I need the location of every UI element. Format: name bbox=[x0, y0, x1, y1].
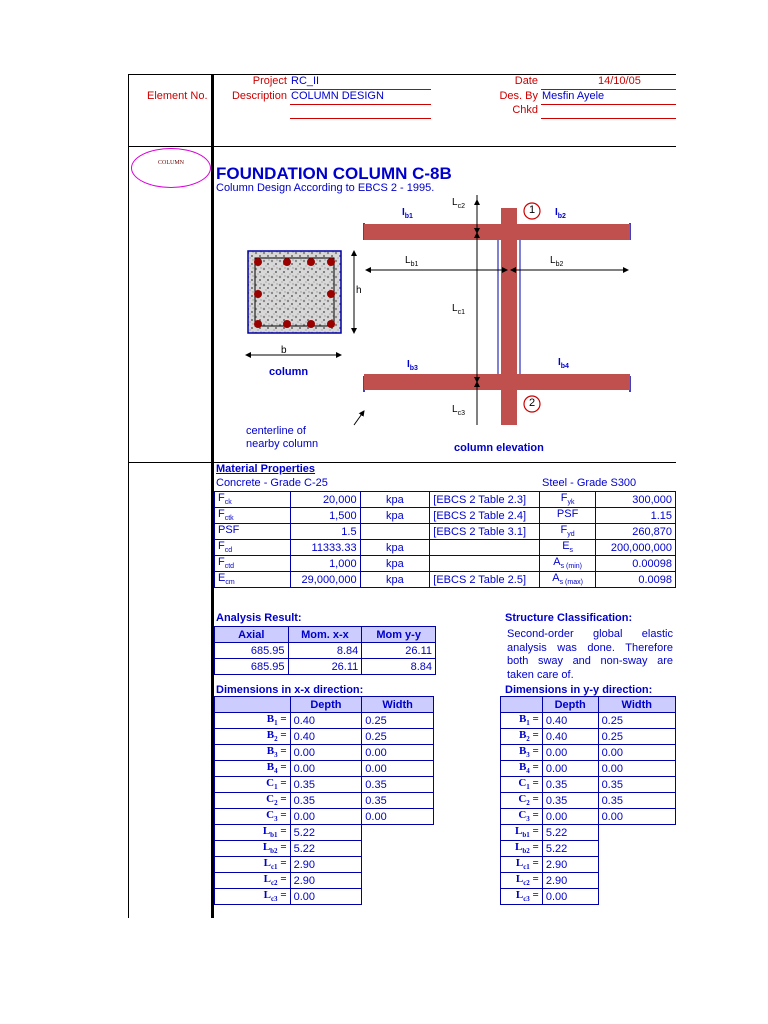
analysis-header-row bbox=[215, 627, 436, 643]
dim_y-row-symbol: B bbox=[518, 745, 527, 758]
steel-value: 200,000,000 bbox=[596, 540, 676, 556]
dim_y-depth-cell: 0.35 bbox=[542, 793, 598, 809]
dim_x-width-cell bbox=[362, 841, 434, 857]
label-ib4: $I_{b4}$ bbox=[558, 357, 569, 370]
dim_x-depth-cell: 5.22 bbox=[290, 841, 362, 857]
dim_y-row-symbol: B bbox=[518, 761, 527, 774]
dim_y-row-symbol: C bbox=[518, 809, 527, 822]
dim_x-depth-cell: 0.40 bbox=[290, 729, 362, 745]
dim_x-row-subscript: c3 bbox=[270, 895, 278, 904]
material-symbol bbox=[215, 556, 291, 572]
material-unit bbox=[360, 524, 430, 540]
dim_y-width-cell bbox=[598, 889, 675, 905]
dim_x-width-cell bbox=[362, 873, 434, 889]
steel-symbol-subscript: yd bbox=[567, 531, 575, 539]
table-row bbox=[215, 729, 434, 745]
analysis-heading: Analysis Result: bbox=[216, 612, 302, 624]
dim_x-depth-cell: 0.00 bbox=[290, 745, 362, 761]
dim_x-row-symbol: L bbox=[262, 841, 271, 854]
steel-symbol bbox=[540, 524, 596, 540]
table-row bbox=[501, 857, 676, 873]
dim_y-width-cell: 0.00 bbox=[598, 745, 675, 761]
dim_x-row-label: $B_1$ = bbox=[215, 713, 291, 729]
material-reference bbox=[430, 540, 540, 556]
dim_y-width-cell bbox=[598, 857, 675, 873]
dim_y-width-cell: 0.25 bbox=[598, 729, 675, 745]
dim_y-depth-cell: 0.00 bbox=[542, 745, 598, 761]
material-reference: [EBCS 2 Table 2.4] bbox=[430, 508, 540, 524]
dim_x-depth-cell: 0.35 bbox=[290, 777, 362, 793]
dim_x-width-cell bbox=[362, 825, 434, 841]
dim_x-row-subscript: 2 bbox=[274, 735, 278, 744]
label-ib1: $I_{b1}$ bbox=[402, 207, 413, 220]
dim_y-row-label: $L_{b1}$ = bbox=[501, 825, 543, 841]
table-row bbox=[215, 643, 436, 659]
dim_x-row-symbol: B bbox=[266, 745, 275, 758]
label-ib3: $I_{b3}$ bbox=[407, 359, 418, 372]
analysis-cell: 26.11 bbox=[362, 643, 436, 659]
table-row bbox=[501, 825, 676, 841]
steel-symbol-symbol: F bbox=[560, 524, 568, 537]
table-row bbox=[215, 572, 676, 588]
dim_x-depth-cell: 0.00 bbox=[290, 809, 362, 825]
page-subtitle: Column Design According to EBCS 2 - 1995. bbox=[216, 182, 435, 194]
dim-y-table bbox=[500, 696, 676, 905]
concrete-grade: Concrete - Grade C-25 bbox=[216, 477, 328, 489]
dim_y-width-cell: 0.35 bbox=[598, 777, 675, 793]
material-unit: kpa bbox=[360, 492, 430, 508]
dim_y-row-label: $B_1$ = bbox=[501, 713, 543, 729]
material-value: 20,000 bbox=[290, 492, 360, 508]
description-label: Description bbox=[231, 90, 287, 102]
dim_y-row-label: $C_2$ = bbox=[501, 793, 543, 809]
chkd-underline bbox=[541, 118, 676, 119]
description-underline bbox=[290, 104, 431, 105]
material-symbol-symbol: PSF bbox=[218, 524, 240, 537]
column-elevation-drawing bbox=[354, 195, 630, 425]
dim_x-row-symbol: L bbox=[263, 873, 271, 886]
dim_y-row-subscript: b1 bbox=[522, 831, 530, 840]
steel-symbol-subscript: s (max) bbox=[559, 579, 583, 587]
dim_x-row-label: $C_2$ = bbox=[215, 793, 291, 809]
table-row bbox=[215, 713, 434, 729]
project-label: Project bbox=[252, 75, 287, 87]
table-row bbox=[215, 524, 676, 540]
material-symbol-symbol: E bbox=[218, 572, 226, 585]
dim_x-row-subscript: b2 bbox=[270, 847, 278, 856]
dim_y-row-subscript: c3 bbox=[523, 895, 530, 904]
label-lc2: $L_{c2}$ bbox=[452, 197, 465, 210]
element-no-label: Element No. bbox=[147, 90, 208, 102]
dim_x-row-symbol: C bbox=[266, 793, 275, 806]
material-reference: [EBCS 2 Table 3.1] bbox=[430, 524, 540, 540]
dim_y-header-row bbox=[501, 697, 676, 713]
description-underline-2 bbox=[290, 118, 431, 119]
dim_y-row-subscript: 4 bbox=[526, 767, 530, 776]
dim_y-depth-cell: 0.40 bbox=[542, 713, 598, 729]
dim_y-row-label: $C_3$ = bbox=[501, 809, 543, 825]
dim_y-depth-cell: 0.00 bbox=[542, 761, 598, 777]
dim_x-depth-cell: 0.00 bbox=[290, 761, 362, 777]
dim_y-depth-cell: 2.90 bbox=[542, 857, 598, 873]
material-symbol-subscript: ctd bbox=[224, 563, 235, 571]
table-row bbox=[501, 841, 676, 857]
dim_y-width-cell: 0.00 bbox=[598, 809, 675, 825]
table-row bbox=[215, 793, 434, 809]
column-logo-text: COLUMN bbox=[157, 160, 184, 166]
analysis-cell: 8.84 bbox=[362, 659, 436, 675]
dim_x-row-subscript: 4 bbox=[274, 767, 278, 776]
dim_x-row-subscript: 3 bbox=[274, 815, 278, 824]
table-row bbox=[501, 729, 676, 745]
dim_y-row-symbol: C bbox=[518, 793, 527, 806]
dim_x-depth-cell: 5.22 bbox=[290, 825, 362, 841]
table-row bbox=[215, 889, 434, 905]
table-row bbox=[215, 761, 434, 777]
dim_y-row-subscript: c1 bbox=[523, 863, 530, 872]
table-row bbox=[501, 745, 676, 761]
dim_y-depth-cell: 2.90 bbox=[542, 873, 598, 889]
steel-symbol-symbol: E bbox=[562, 540, 570, 553]
dim_x-width-cell bbox=[362, 857, 434, 873]
dim_y-width-cell: 0.25 bbox=[598, 713, 675, 729]
dim_x-row-subscript: 1 bbox=[274, 783, 278, 792]
steel-symbol bbox=[540, 556, 596, 572]
steel-grade: Steel - Grade S300 bbox=[542, 477, 637, 489]
dim-y-heading: Dimensions in y-y direction: bbox=[505, 684, 653, 696]
dim_x-row-symbol: C bbox=[266, 809, 275, 822]
label-Lc1: $L_{c1}$ bbox=[452, 303, 465, 316]
dim_y-row-label: $L_{c1}$ = bbox=[501, 857, 543, 873]
label-Lc3: $L_{c3}$ bbox=[452, 404, 465, 417]
page-title: FOUNDATION COLUMN C-8B bbox=[216, 164, 452, 183]
dim_y-width-cell: 0.35 bbox=[598, 793, 675, 809]
dim_y-row-subscript: 2 bbox=[526, 799, 530, 808]
steel-value: 0.00098 bbox=[596, 556, 676, 572]
table-row bbox=[501, 809, 676, 825]
date-label: Date bbox=[514, 75, 538, 87]
dim_x-depth-cell: 0.40 bbox=[290, 713, 362, 729]
material-symbol bbox=[215, 540, 291, 556]
label-h: h bbox=[356, 285, 362, 296]
label-Lb2: $L_{b2}$ bbox=[550, 255, 564, 268]
table-row bbox=[215, 809, 434, 825]
dim_x-row-symbol: L bbox=[262, 825, 271, 838]
material-value: 1,000 bbox=[290, 556, 360, 572]
analysis-cell: 685.95 bbox=[215, 659, 289, 675]
steel-symbol bbox=[540, 540, 596, 556]
table-row bbox=[215, 777, 434, 793]
material-symbol-symbol: F bbox=[218, 508, 225, 521]
table-row bbox=[215, 492, 676, 508]
steel-symbol bbox=[540, 508, 596, 524]
dim_x-row-label: $L_{c3}$ = bbox=[215, 889, 291, 905]
dim_y-row-subscript: 2 bbox=[526, 735, 530, 744]
dim_y-row-symbol: L bbox=[515, 857, 524, 870]
material-value: 1.5 bbox=[290, 524, 360, 540]
dim_x-row-symbol: C bbox=[266, 777, 275, 790]
dim_y-row-subscript: 3 bbox=[526, 751, 530, 760]
steel-symbol-subscript: s bbox=[569, 547, 574, 555]
dim_y-row-label: $L_{b2}$ = bbox=[501, 841, 543, 857]
dim_x-row-label: $L_{b1}$ = bbox=[215, 825, 291, 841]
material-symbol bbox=[215, 508, 291, 524]
steel-symbol-symbol: PSF bbox=[556, 508, 579, 521]
dim_y-header-width: Width bbox=[598, 697, 675, 713]
table-row bbox=[215, 841, 434, 857]
material-unit: kpa bbox=[360, 508, 430, 524]
steel-value: 260,870 bbox=[596, 524, 676, 540]
steel-value: 300,000 bbox=[596, 492, 676, 508]
column-cross-section bbox=[248, 251, 341, 333]
des-by-value: Mesfin Ayele bbox=[542, 90, 605, 102]
dim_x-row-label: $L_{c2}$ = bbox=[215, 873, 291, 889]
dim_x-row-label: $B_2$ = bbox=[215, 729, 291, 745]
dim_x-header-blank bbox=[215, 697, 291, 713]
steel-symbol-symbol: F bbox=[560, 492, 568, 505]
dim_y-row-symbol: C bbox=[518, 777, 527, 790]
dim_y-row-symbol: L bbox=[515, 873, 524, 886]
dim_x-width-cell: 0.00 bbox=[362, 745, 434, 761]
dim_x-depth-cell: 0.35 bbox=[290, 793, 362, 809]
table-row bbox=[501, 873, 676, 889]
dim_y-row-label: $B_4$ = bbox=[501, 761, 543, 777]
table-row bbox=[501, 713, 676, 729]
material-symbol-symbol: F bbox=[218, 492, 225, 505]
dim_y-header-blank bbox=[501, 697, 543, 713]
material-symbol-subscript: ck bbox=[224, 499, 232, 507]
dim_y-depth-cell: 0.00 bbox=[542, 889, 598, 905]
label-centerline: centerline of nearby column bbox=[246, 425, 319, 450]
material-value: 1,500 bbox=[290, 508, 360, 524]
dim_x-width-cell: 0.35 bbox=[362, 777, 434, 793]
dim_y-width-cell bbox=[598, 841, 675, 857]
dim_x-width-cell bbox=[362, 889, 434, 905]
steel-symbol-subscript: yk bbox=[567, 499, 575, 507]
material-symbol-symbol: F bbox=[218, 540, 225, 553]
dim_y-row-symbol: B bbox=[518, 713, 527, 726]
material-unit: kpa bbox=[360, 572, 430, 588]
dim_x-row-subscript: c2 bbox=[270, 879, 278, 888]
dim_x-row-label: $L_{b2}$ = bbox=[215, 841, 291, 857]
steel-symbol-symbol: A bbox=[552, 572, 560, 585]
table-row bbox=[501, 889, 676, 905]
steel-value: 0.0098 bbox=[596, 572, 676, 588]
dim_x-row-symbol: B bbox=[266, 729, 275, 742]
dim_y-depth-cell: 5.22 bbox=[542, 841, 598, 857]
dim_y-row-label: $C_1$ = bbox=[501, 777, 543, 793]
label-column-elevation: column elevation bbox=[454, 442, 544, 454]
dim_x-header-depth: Depth bbox=[290, 697, 362, 713]
dim_x-row-label: $B_3$ = bbox=[215, 745, 291, 761]
label-ib2: $I_{b2}$ bbox=[555, 207, 566, 220]
material-value: 29,000,000 bbox=[290, 572, 360, 588]
material-symbol-subscript: cd bbox=[224, 547, 233, 555]
table-row bbox=[215, 857, 434, 873]
table-row bbox=[215, 825, 434, 841]
analysis-header-mom-y: Mom y-y bbox=[362, 627, 436, 643]
material-reference: [EBCS 2 Table 2.5] bbox=[430, 572, 540, 588]
dim_y-row-symbol: L bbox=[515, 889, 524, 902]
dim_y-depth-cell: 0.35 bbox=[542, 777, 598, 793]
material-value: 11333.33 bbox=[290, 540, 360, 556]
date-value: 14/10/05 bbox=[598, 75, 641, 87]
material-reference: [EBCS 2 Table 2.3] bbox=[430, 492, 540, 508]
chkd-label: Chkd bbox=[512, 104, 538, 116]
dim_y-row-label: $B_3$ = bbox=[501, 745, 543, 761]
dim_y-depth-cell: 0.40 bbox=[542, 729, 598, 745]
material-reference bbox=[430, 556, 540, 572]
dim_x-width-cell: 0.35 bbox=[362, 793, 434, 809]
dim_y-header-depth: Depth bbox=[542, 697, 598, 713]
analysis-header-axial: Axial bbox=[215, 627, 289, 643]
dim_x-row-subscript: c1 bbox=[270, 863, 278, 872]
table-row bbox=[501, 793, 676, 809]
node-2-label: 2 bbox=[529, 397, 536, 409]
dim_y-depth-cell: 0.00 bbox=[542, 809, 598, 825]
table-row bbox=[215, 659, 436, 675]
table-row bbox=[501, 777, 676, 793]
header-divider bbox=[128, 146, 676, 147]
dim_x-header-row bbox=[215, 697, 434, 713]
table-row bbox=[215, 745, 434, 761]
steel-symbol bbox=[540, 572, 596, 588]
analysis-cell: 26.11 bbox=[288, 659, 362, 675]
material-heading: Material Properties bbox=[216, 463, 316, 475]
dim_x-depth-cell: 2.90 bbox=[290, 857, 362, 873]
dim_x-width-cell: 0.25 bbox=[362, 729, 434, 745]
dim_y-row-label: $L_{c2}$ = bbox=[501, 873, 543, 889]
dim_y-row-subscript: 1 bbox=[526, 719, 530, 728]
des-by-label: Des. By bbox=[499, 90, 538, 102]
dim_x-depth-cell: 2.90 bbox=[290, 873, 362, 889]
table-row bbox=[501, 761, 676, 777]
steel-symbol bbox=[540, 492, 596, 508]
dim_x-row-symbol: B bbox=[266, 713, 275, 726]
material-unit: kpa bbox=[360, 540, 430, 556]
dim_y-width-cell: 0.00 bbox=[598, 761, 675, 777]
analysis-cell: 685.95 bbox=[215, 643, 289, 659]
dim_x-row-subscript: b1 bbox=[270, 831, 278, 840]
analysis-cell: 8.84 bbox=[288, 643, 362, 659]
dim_x-header-width: Width bbox=[362, 697, 434, 713]
steel-symbol-subscript: s (min) bbox=[560, 563, 582, 571]
dim_x-width-cell: 0.00 bbox=[362, 761, 434, 777]
dim_x-row-subscript: 1 bbox=[274, 719, 278, 728]
dim_y-width-cell bbox=[598, 873, 675, 889]
left-border bbox=[128, 74, 129, 918]
dim_x-row-subscript: 2 bbox=[274, 799, 278, 808]
dim_y-row-subscript: 3 bbox=[526, 815, 530, 824]
material-symbol-subscript: ctk bbox=[224, 515, 234, 523]
label-b: b bbox=[281, 345, 287, 356]
dim_x-row-symbol: L bbox=[263, 889, 271, 902]
dim_x-width-cell: 0.25 bbox=[362, 713, 434, 729]
material-symbol bbox=[215, 492, 291, 508]
steel-value: 1.15 bbox=[596, 508, 676, 524]
dim_y-depth-cell: 5.22 bbox=[542, 825, 598, 841]
dim_y-row-symbol: L bbox=[515, 825, 523, 838]
dim_y-row-subscript: b2 bbox=[522, 847, 530, 856]
project-value: RC_II bbox=[291, 75, 320, 87]
label-Lb1: $L_{b1}$ bbox=[405, 255, 419, 268]
dim_x-row-label: $C_1$ = bbox=[215, 777, 291, 793]
dim_x-row-label: $C_3$ = bbox=[215, 809, 291, 825]
dim_y-row-symbol: L bbox=[515, 841, 523, 854]
material-symbol-subscript: cm bbox=[225, 579, 235, 587]
dim-x-heading: Dimensions in x-x direction: bbox=[216, 684, 364, 696]
dim_x-width-cell: 0.00 bbox=[362, 809, 434, 825]
dim_x-row-label: $B_4$ = bbox=[215, 761, 291, 777]
dim_x-row-symbol: B bbox=[266, 761, 275, 774]
dim_y-row-subscript: c2 bbox=[523, 879, 530, 888]
dim_y-width-cell bbox=[598, 825, 675, 841]
analysis-header-mom-x: Mom. x-x bbox=[288, 627, 362, 643]
description-value: COLUMN DESIGN bbox=[291, 90, 384, 102]
des-by-underline bbox=[541, 104, 676, 105]
dim_x-row-label: $L_{c1}$ = bbox=[215, 857, 291, 873]
table-row bbox=[215, 556, 676, 572]
dim_x-depth-cell: 0.00 bbox=[290, 889, 362, 905]
material-unit: kpa bbox=[360, 556, 430, 572]
dim_x-row-symbol: L bbox=[263, 857, 271, 870]
table-row bbox=[215, 540, 676, 556]
dim_y-row-subscript: 1 bbox=[526, 783, 530, 792]
label-column: column bbox=[269, 366, 309, 378]
dim-x-table bbox=[214, 696, 434, 905]
material-symbol bbox=[215, 572, 291, 588]
dim_y-row-label: $B_2$ = bbox=[501, 729, 543, 745]
column-diagram bbox=[214, 195, 676, 460]
steel-symbol-symbol: A bbox=[553, 556, 561, 569]
dim_y-row-symbol: B bbox=[518, 729, 527, 742]
classification-heading: Structure Classification: bbox=[505, 612, 633, 624]
table-row bbox=[215, 873, 434, 889]
section-divider bbox=[128, 462, 676, 463]
dim_y-row-label: $L_{c3}$ = bbox=[501, 889, 543, 905]
dim_x-row-subscript: 3 bbox=[274, 751, 278, 760]
material-table bbox=[214, 491, 676, 588]
material-symbol-symbol: F bbox=[218, 556, 225, 569]
node-1-label: 1 bbox=[529, 204, 536, 216]
table-row bbox=[215, 508, 676, 524]
column-logo bbox=[131, 148, 211, 188]
analysis-table bbox=[214, 626, 436, 675]
classification-text: Second-order global elastic analysis was done. Therefore both sway and non-sway are taken care of. bbox=[507, 628, 673, 681]
material-symbol bbox=[215, 524, 291, 540]
